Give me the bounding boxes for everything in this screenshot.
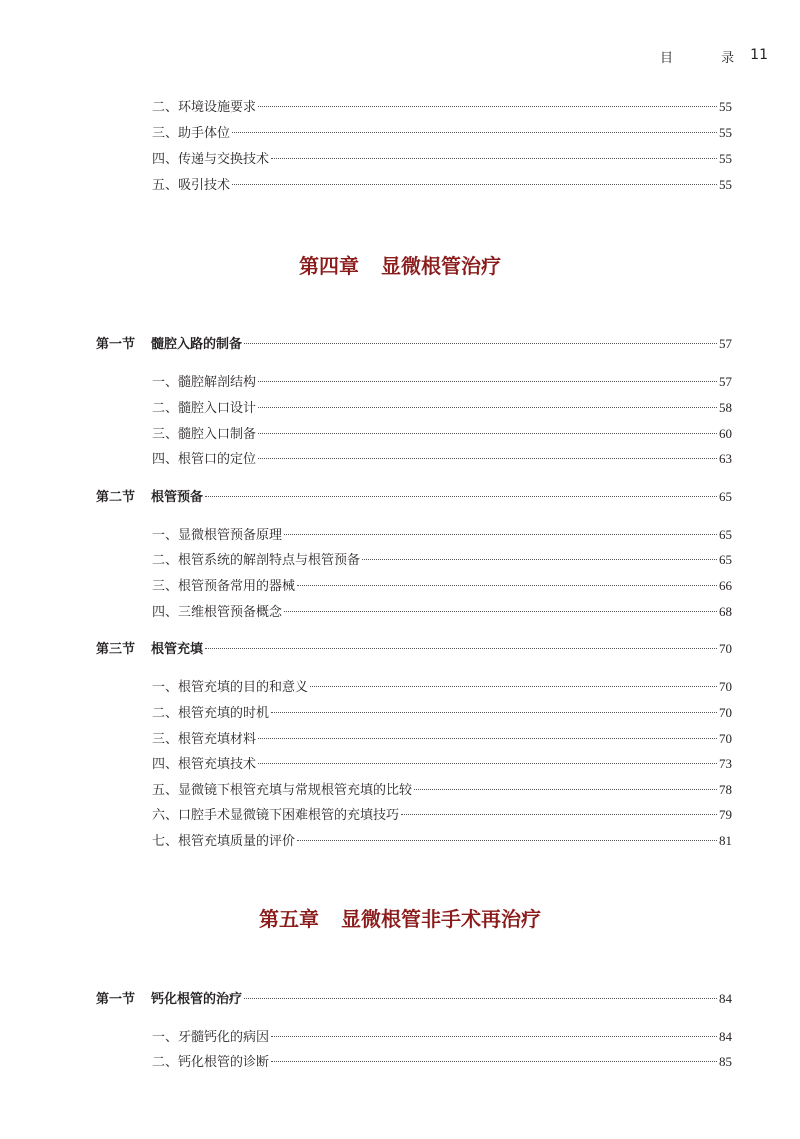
dot-leader (232, 184, 717, 185)
toc-entry[interactable] (152, 425, 732, 444)
chapter-title: 显微根管治疗 (381, 254, 501, 278)
toc-entry-label: 一、髓腔解剖结构 (152, 375, 257, 390)
section-number: 第三节 (96, 642, 136, 657)
section-page: 84 (719, 991, 732, 1006)
dot-leader (258, 433, 717, 434)
toc-entry-page: 55 (719, 151, 732, 166)
chapter-number: 第四章 (299, 254, 359, 278)
section-title: 钙化根管的治疗 (151, 992, 243, 1007)
toc-entry-label: 三、髓腔入口制备 (152, 427, 257, 442)
toc-entry[interactable] (152, 1028, 732, 1047)
toc-entry-page: 79 (719, 807, 732, 822)
toc-entry[interactable] (152, 704, 732, 723)
toc-entry-page: 85 (719, 1054, 732, 1069)
toc-entry-page: 65 (719, 552, 732, 567)
section-number: 第二节 (96, 490, 136, 505)
toc-entry-label: 五、显微镜下根管充填与常规根管充填的比较 (152, 783, 413, 798)
running-header (660, 47, 768, 66)
toc-entry[interactable] (152, 176, 732, 195)
toc-entry-label: 二、环境设施要求 (152, 100, 257, 115)
header-title: 目 录 (660, 51, 757, 66)
dot-leader (205, 496, 717, 497)
toc-section-entry[interactable] (96, 990, 732, 1009)
header-page-number: 11 (750, 47, 768, 63)
toc-entry[interactable] (152, 755, 732, 774)
toc-entry[interactable] (152, 577, 732, 596)
toc-entry[interactable] (152, 1053, 732, 1072)
toc-entry-label: 三、根管预备常用的器械 (152, 579, 296, 594)
chapter-heading (0, 903, 800, 932)
toc-entry[interactable] (152, 678, 732, 697)
dot-leader (310, 686, 717, 687)
section-title: 根管充填 (151, 642, 204, 657)
toc-entry[interactable] (152, 124, 732, 143)
toc-entry-page: 70 (719, 679, 732, 694)
dot-leader (258, 407, 717, 408)
dot-leader (244, 998, 717, 999)
toc-entry[interactable] (152, 832, 732, 851)
toc-entry[interactable] (152, 98, 732, 117)
toc-entry-page: 63 (719, 451, 732, 466)
toc-entry-label: 二、髓腔入口设计 (152, 401, 257, 416)
dot-leader (362, 559, 717, 560)
toc-entry-label: 二、根管充填的时机 (152, 706, 270, 721)
toc-entry-page: 70 (719, 705, 732, 720)
toc-entry[interactable] (152, 806, 732, 825)
toc-entry-label: 四、根管口的定位 (152, 452, 257, 467)
toc-section-entry[interactable] (96, 488, 732, 507)
toc-entry-page: 65 (719, 527, 732, 542)
toc-entry-page: 70 (719, 731, 732, 746)
toc-entry-label: 五、吸引技术 (152, 178, 231, 193)
toc-entry[interactable] (152, 603, 732, 622)
toc-entry-label: 六、口腔手术显微镜下困难根管的充填技巧 (152, 808, 400, 823)
chapter-heading (0, 250, 800, 279)
toc-entry-page: 57 (719, 374, 732, 389)
toc-entry-page: 55 (719, 99, 732, 114)
toc-entry-page: 58 (719, 400, 732, 415)
toc-entry-label: 二、钙化根管的诊断 (152, 1055, 270, 1070)
toc-entry[interactable] (152, 450, 732, 469)
chapter-number: 第五章 (259, 907, 319, 931)
toc-entry-label: 二、根管系统的解剖特点与根管预备 (152, 553, 361, 568)
toc-entry-page: 55 (719, 177, 732, 192)
toc-entry[interactable] (152, 551, 732, 570)
toc-entry[interactable] (152, 526, 732, 545)
dot-leader (414, 789, 717, 790)
dot-leader (401, 814, 717, 815)
toc-entry-page: 84 (719, 1029, 732, 1044)
toc-entry-label: 一、牙髓钙化的病因 (152, 1030, 270, 1045)
toc-entry-page: 73 (719, 756, 732, 771)
dot-leader (258, 458, 717, 459)
dot-leader (271, 1061, 717, 1062)
toc-entry-page: 78 (719, 782, 732, 797)
toc-entry-label: 三、助手体位 (152, 126, 231, 141)
section-page: 70 (719, 641, 732, 656)
section-number: 第一节 (96, 337, 136, 352)
toc-entry[interactable] (152, 781, 732, 800)
chapter-title: 显微根管非手术再治疗 (341, 907, 541, 931)
section-page: 57 (719, 336, 732, 351)
toc-entry-label: 四、传递与交换技术 (152, 152, 270, 167)
dot-leader (232, 132, 717, 133)
dot-leader (258, 763, 717, 764)
dot-leader (271, 158, 717, 159)
toc-entry[interactable] (152, 373, 732, 392)
dot-leader (284, 534, 717, 535)
section-page: 65 (719, 489, 732, 504)
toc-entry-label: 四、三维根管预备概念 (152, 605, 283, 620)
toc-entry[interactable] (152, 150, 732, 169)
dot-leader (271, 1036, 717, 1037)
dot-leader (297, 840, 717, 841)
dot-leader (244, 343, 717, 344)
dot-leader (258, 106, 717, 107)
toc-entry-page: 60 (719, 426, 732, 441)
toc-entry-page: 81 (719, 833, 732, 848)
toc-entry-label: 七、根管充填质量的评价 (152, 834, 296, 849)
dot-leader (258, 738, 717, 739)
dot-leader (297, 585, 717, 586)
toc-entry[interactable] (152, 730, 732, 749)
dot-leader (205, 648, 717, 649)
toc-entry-page: 68 (719, 604, 732, 619)
dot-leader (271, 712, 717, 713)
section-title: 根管预备 (151, 490, 204, 505)
toc-entry-label: 一、根管充填的目的和意义 (152, 680, 309, 695)
toc-entry-page: 55 (719, 125, 732, 140)
dot-leader (258, 381, 717, 382)
section-title: 髓腔入路的制备 (151, 337, 243, 352)
toc-entry-label: 四、根管充填技术 (152, 757, 257, 772)
toc-entry-page: 66 (719, 578, 732, 593)
section-number: 第一节 (96, 992, 136, 1007)
dot-leader (284, 611, 717, 612)
toc-section-entry[interactable] (96, 335, 732, 354)
toc-section-entry[interactable] (96, 640, 732, 659)
toc-entry-label: 一、显微根管预备原理 (152, 528, 283, 543)
toc-entry-label: 三、根管充填材料 (152, 732, 257, 747)
toc-entry[interactable] (152, 399, 732, 418)
